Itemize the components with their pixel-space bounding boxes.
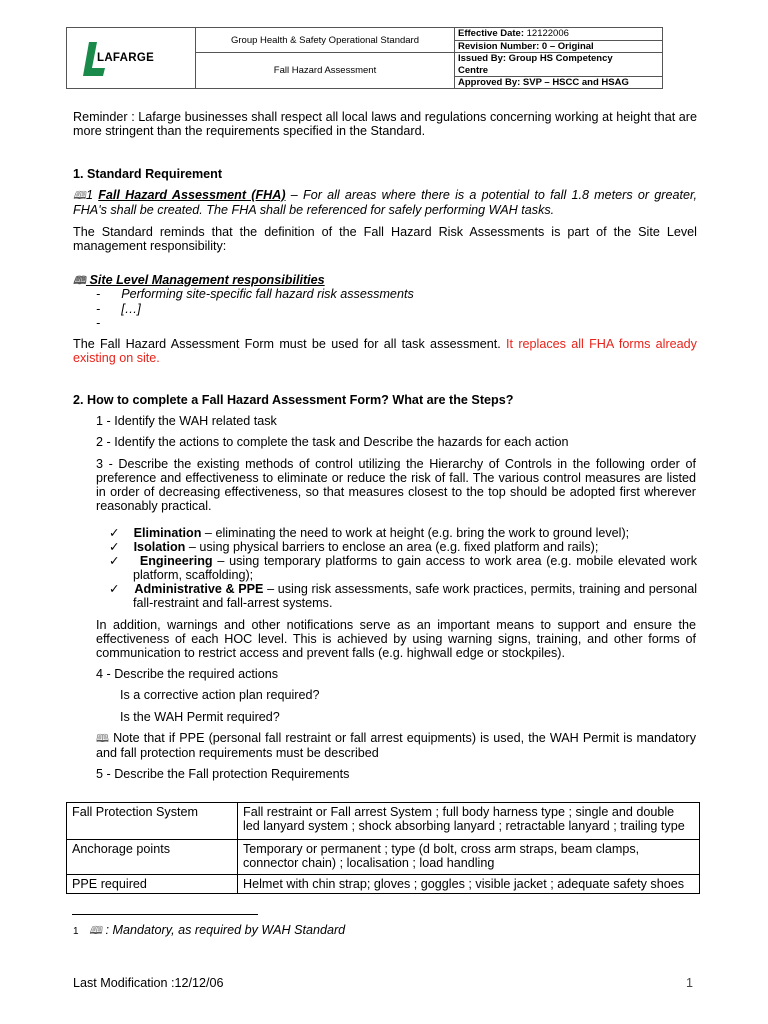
check-icon: ✓ [109,526,120,540]
logo-cell [67,28,196,88]
table-row: Fall Protection System Fall restraint or Fall arrest System ; full body harness type ; single and double led lanyard system ; shock absorbing lanyard ; retractable lanyard ; trailing type [67,803,700,840]
control-item: ✓ Isolation – using physical barriers to enclose an area (e.g. fixed platform and rails); [109,540,599,554]
check-icon: ✓ [109,554,121,568]
site-level-list [96,287,414,331]
logo-text: LAFARGE [97,52,155,64]
list-item: - […] [96,301,141,316]
last-modification: Last Modification :12/12/06 [73,976,224,990]
list-item: - Performing site-specific fall hazard risk assessments [96,287,414,301]
effective-date: Effective Date: 12122006 [455,28,663,41]
ppe-note: 🕮 Note that if PPE (personal fall restraint or fall arrest equipments) is used, the WAH Permit is mandatory and fall protection requirements must be described [96,731,696,760]
list-item: - [96,316,101,330]
book-icon: 🕮 [73,190,86,202]
step-3: 3 - Describe the existing methods of control utilizing the Hierarchy of Controls in the following order of preference and effectiveness to eliminate or reduce the risk of fall. The various control measures are listed in order of decreasing effectiveness, so that measures closest to the top should be adopted first wherever reasonably practical. [96,457,696,513]
check-icon: ✓ [109,540,120,554]
question-1: Is a corrective action plan required? [120,688,320,702]
fall-protection-table [66,802,700,894]
standard-name: Group Health & Safety Operational Standard [196,28,455,53]
reminder-text: Reminder : Lafarge businesses shall respect all local laws and regulations concerning working at height that are more stringent than the requirements specified in the Standard. [73,110,697,138]
section-1-heading: 1. Standard Requirement [73,167,223,181]
table-row: PPE required Helmet with chin strap; gloves ; goggles ; visible jacket ; adequate safety shoes [67,875,700,894]
document-title: Fall Hazard Assessment [196,53,455,88]
step-5: 5 - Describe the Fall protection Requirements [96,767,350,781]
approved-by: Approved By: SVP – HSCC and HSAG [455,76,663,88]
control-item: ✓ Elimination – eliminating the need to work at height (e.g. bring the work to ground level); [109,526,630,540]
fha-paragraph: 🕮1 Fall Hazard Assessment (FHA) – For all areas where there is a potential to fall 1.8 meters or greater, FHA's shall be created. The FHA shall be referenced for safely performing WAH tasks. [73,188,697,217]
table-row: Anchorage points Temporary or permanent ; type (d bolt, cross arm straps, beam clamps, connector chain) ; localisation ; load handling [67,840,700,875]
revision-number: Revision Number: 0 – Original [455,41,663,53]
section-2-heading: 2. How to complete a Fall Hazard Assessment Form? What are the Steps? [73,393,514,407]
form-paragraph: The Fall Hazard Assessment Form must be used for all task assessment. It replaces all FHA forms already existing on site. [73,337,697,365]
remind-paragraph: The Standard reminds that the definition of the Fall Hazard Risk Assessments is part of the Site Level management responsibility: [73,225,697,253]
header-table [66,27,663,89]
book-icon: 🕮 [96,733,109,745]
step-2: 2 - Identify the actions to complete the task and Describe the hazards for each action [96,435,569,449]
step-1: 1 - Identify the WAH related task [96,414,277,428]
site-level-heading: 🕮 Site Level Management responsibilities [73,273,325,287]
control-item: ✓ Administrative & PPE – using risk assessments, safe work practices, permits, training and personal fall-restraint and fall-arrest systems. [109,582,698,610]
issued-by: Issued By: Group HS Competency Centre [458,53,613,76]
controls-list [109,526,697,610]
footnote-divider [72,914,258,915]
footnote: 1 🕮 : Mandatory, as required by WAH Standard [73,922,345,941]
question-2: Is the WAH Permit required? [120,710,280,724]
step-4: 4 - Describe the required actions [96,667,279,681]
control-item: ✓ Engineering – using temporary platforms to gain access to work area (e.g. mobile elevated work platform, scaffolding); [109,554,697,582]
check-icon: ✓ [109,582,120,596]
book-icon: 🕮 [73,275,86,287]
page-number: 1 [686,976,694,990]
addition-paragraph: In addition, warnings and other notifications serve as an important means to support and ensure the effectiveness of each HOC level. This is achieved by using warning signs, training, and other forms of communication to restrict access and prevent falls (e.g. highwall edge or stockpiles). [96,618,696,660]
book-icon: 🕮 [89,925,103,937]
